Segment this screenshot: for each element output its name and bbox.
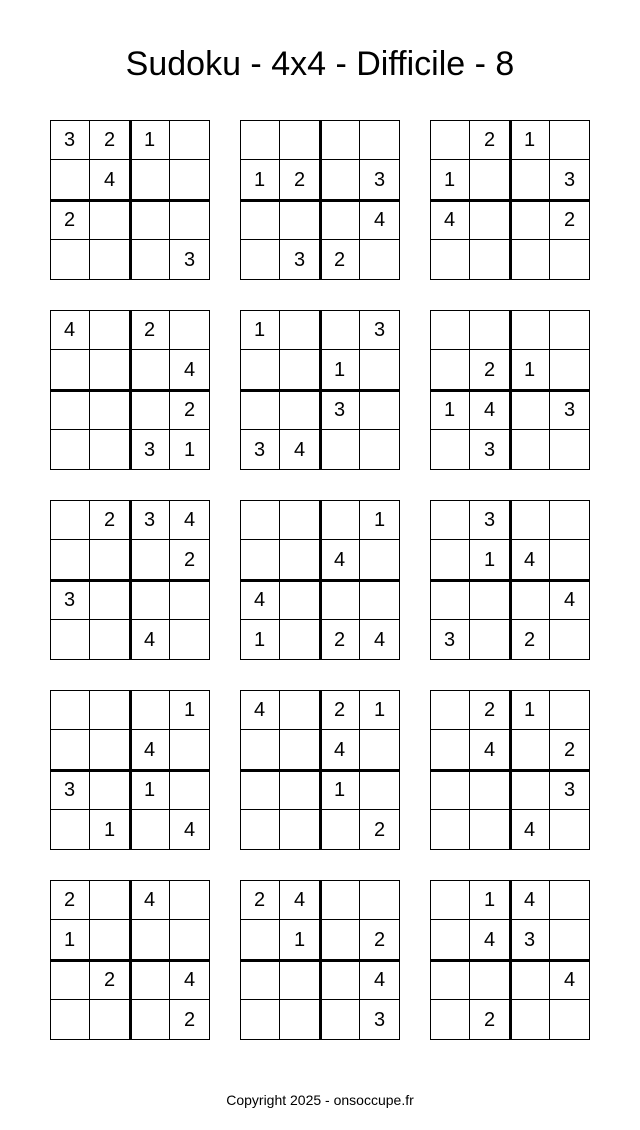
sudoku-cell	[240, 390, 280, 430]
sudoku-cell	[320, 1000, 360, 1040]
sudoku-cell	[470, 960, 510, 1000]
sudoku-cell: 2	[170, 390, 210, 430]
sudoku-cell: 2	[170, 1000, 210, 1040]
sudoku-cell: 2	[550, 200, 590, 240]
sudoku-cell	[360, 240, 400, 280]
sudoku-cell: 2	[550, 730, 590, 770]
sudoku-cell: 3	[130, 500, 170, 540]
sudoku-cell	[280, 810, 320, 850]
sudoku-cell: 1	[240, 310, 280, 350]
sudoku-cell: 3	[360, 310, 400, 350]
sudoku-cell	[470, 770, 510, 810]
sudoku-cell: 1	[170, 690, 210, 730]
sudoku-cell	[360, 580, 400, 620]
sudoku-cell	[170, 310, 210, 350]
sudoku-cell: 2	[50, 200, 90, 240]
sudoku-cell: 4	[320, 540, 360, 580]
sudoku-cell: 4	[50, 310, 90, 350]
box-divider-horizontal	[50, 959, 210, 962]
sudoku-cell	[320, 310, 360, 350]
sudoku-cell: 3	[510, 920, 550, 960]
sudoku-cell	[550, 690, 590, 730]
sudoku-cell: 2	[170, 540, 210, 580]
sudoku-cell	[430, 810, 470, 850]
sudoku-cell: 4	[170, 350, 210, 390]
sudoku-puzzle-12	[430, 690, 590, 850]
sudoku-cell	[90, 580, 130, 620]
sudoku-cell	[470, 200, 510, 240]
sudoku-cell	[430, 350, 470, 390]
sudoku-cell	[170, 160, 210, 200]
sudoku-cell	[170, 770, 210, 810]
sudoku-cell	[430, 120, 470, 160]
sudoku-cell: 3	[470, 500, 510, 540]
sudoku-cell: 1	[50, 920, 90, 960]
sudoku-cell	[280, 620, 320, 660]
sudoku-cell	[130, 690, 170, 730]
sudoku-cell	[320, 580, 360, 620]
sudoku-cell	[90, 430, 130, 470]
sudoku-cell: 3	[430, 620, 470, 660]
sudoku-cell	[320, 200, 360, 240]
sudoku-puzzle-9	[430, 500, 590, 660]
sudoku-cell: 4	[510, 540, 550, 580]
sudoku-cell: 3	[50, 120, 90, 160]
sudoku-cell	[50, 390, 90, 430]
sudoku-cell	[130, 240, 170, 280]
sudoku-cell	[240, 240, 280, 280]
sudoku-cell	[360, 430, 400, 470]
sudoku-puzzle-2	[240, 120, 400, 280]
sudoku-cell	[550, 240, 590, 280]
sudoku-cell	[430, 580, 470, 620]
sudoku-cell	[510, 160, 550, 200]
sudoku-cell	[90, 540, 130, 580]
sudoku-cell	[470, 310, 510, 350]
sudoku-cell: 1	[510, 690, 550, 730]
sudoku-cell	[320, 880, 360, 920]
sudoku-cell: 2	[320, 240, 360, 280]
sudoku-puzzle-11	[240, 690, 400, 850]
sudoku-cell	[90, 240, 130, 280]
sudoku-cell	[470, 240, 510, 280]
sudoku-cell	[280, 730, 320, 770]
sudoku-cell: 1	[90, 810, 130, 850]
sudoku-cell: 2	[90, 960, 130, 1000]
sudoku-cell	[50, 690, 90, 730]
sudoku-cell: 4	[130, 730, 170, 770]
sudoku-puzzle-7	[50, 500, 210, 660]
sudoku-cell	[510, 430, 550, 470]
sudoku-cell: 1	[320, 350, 360, 390]
sudoku-puzzle-4	[50, 310, 210, 470]
sudoku-cell	[50, 160, 90, 200]
sudoku-cell: 1	[430, 390, 470, 430]
sudoku-cell	[240, 730, 280, 770]
sudoku-cell	[90, 690, 130, 730]
sudoku-cell	[50, 620, 90, 660]
sudoku-puzzle-14	[240, 880, 400, 1040]
sudoku-cell: 4	[550, 580, 590, 620]
sudoku-cell: 4	[90, 160, 130, 200]
sudoku-cell	[430, 960, 470, 1000]
sudoku-cell	[280, 1000, 320, 1040]
sudoku-cell: 3	[130, 430, 170, 470]
sudoku-cell	[470, 620, 510, 660]
sudoku-cell	[320, 160, 360, 200]
sudoku-cell	[510, 310, 550, 350]
sudoku-cell: 4	[240, 580, 280, 620]
sudoku-puzzle-10	[50, 690, 210, 850]
sudoku-cell: 1	[130, 120, 170, 160]
sudoku-cell: 4	[320, 730, 360, 770]
sudoku-cell	[470, 580, 510, 620]
sudoku-cell	[430, 690, 470, 730]
sudoku-cell	[130, 540, 170, 580]
sudoku-puzzle-8	[240, 500, 400, 660]
sudoku-cell: 3	[550, 390, 590, 430]
sudoku-cell	[430, 500, 470, 540]
sudoku-cell	[510, 240, 550, 280]
sudoku-puzzle-6	[430, 310, 590, 470]
box-divider-horizontal	[240, 199, 400, 202]
sudoku-cell: 4	[510, 810, 550, 850]
sudoku-cell: 2	[470, 120, 510, 160]
sudoku-cell: 1	[130, 770, 170, 810]
sudoku-cell	[170, 620, 210, 660]
sudoku-cell	[50, 540, 90, 580]
sudoku-cell	[90, 770, 130, 810]
sudoku-cell	[280, 200, 320, 240]
sudoku-cell	[240, 120, 280, 160]
sudoku-cell: 3	[360, 160, 400, 200]
sudoku-cell: 1	[170, 430, 210, 470]
sudoku-cell	[510, 580, 550, 620]
sudoku-cell	[170, 880, 210, 920]
sudoku-cell	[360, 390, 400, 430]
sudoku-cell	[320, 500, 360, 540]
sudoku-cell	[90, 920, 130, 960]
sudoku-cell	[470, 160, 510, 200]
sudoku-cell	[550, 500, 590, 540]
sudoku-cell	[240, 500, 280, 540]
sudoku-cell: 2	[320, 620, 360, 660]
sudoku-cell	[510, 1000, 550, 1040]
sudoku-cell	[320, 920, 360, 960]
sudoku-cell: 4	[280, 880, 320, 920]
sudoku-cell	[50, 350, 90, 390]
sudoku-cell	[280, 120, 320, 160]
sudoku-cell: 1	[470, 540, 510, 580]
sudoku-cell	[90, 200, 130, 240]
sudoku-cell	[430, 730, 470, 770]
sudoku-cell	[360, 880, 400, 920]
sudoku-cell	[90, 620, 130, 660]
sudoku-puzzle-13	[50, 880, 210, 1040]
sudoku-puzzle-15	[430, 880, 590, 1040]
sudoku-puzzle-1	[50, 120, 210, 280]
sudoku-cell	[510, 500, 550, 540]
sudoku-cell	[90, 350, 130, 390]
sudoku-cell	[130, 920, 170, 960]
sudoku-cell	[170, 120, 210, 160]
sudoku-cell: 4	[170, 810, 210, 850]
sudoku-cell: 3	[50, 770, 90, 810]
sudoku-cell	[360, 770, 400, 810]
sudoku-cell: 4	[170, 960, 210, 1000]
sudoku-cell	[170, 580, 210, 620]
box-divider-horizontal	[50, 579, 210, 582]
sudoku-cell: 2	[130, 310, 170, 350]
sudoku-cell: 3	[280, 240, 320, 280]
sudoku-cell: 3	[170, 240, 210, 280]
sudoku-cell	[170, 200, 210, 240]
sudoku-cell	[90, 310, 130, 350]
sudoku-cell	[130, 810, 170, 850]
sudoku-cell	[240, 540, 280, 580]
sudoku-cell: 4	[470, 390, 510, 430]
sudoku-cell: 3	[360, 1000, 400, 1040]
sudoku-cell	[430, 770, 470, 810]
sudoku-cell: 1	[510, 120, 550, 160]
sudoku-cell	[550, 120, 590, 160]
box-divider-horizontal	[50, 199, 210, 202]
sudoku-cell	[90, 880, 130, 920]
sudoku-cell	[510, 770, 550, 810]
sudoku-cell: 2	[320, 690, 360, 730]
sudoku-cell: 1	[510, 350, 550, 390]
sudoku-cell: 2	[360, 810, 400, 850]
sudoku-cell	[50, 500, 90, 540]
sudoku-cell	[280, 770, 320, 810]
sudoku-cell: 3	[550, 770, 590, 810]
box-divider-horizontal	[240, 579, 400, 582]
sudoku-cell: 1	[430, 160, 470, 200]
sudoku-cell	[320, 960, 360, 1000]
sudoku-cell	[90, 1000, 130, 1040]
sudoku-cell	[360, 120, 400, 160]
box-divider-horizontal	[240, 959, 400, 962]
box-divider-horizontal	[50, 769, 210, 772]
sudoku-cell: 4	[240, 690, 280, 730]
sudoku-cell	[240, 960, 280, 1000]
box-divider-horizontal	[430, 579, 590, 582]
sudoku-cell: 4	[360, 960, 400, 1000]
sudoku-cell	[320, 810, 360, 850]
sudoku-puzzle-3	[430, 120, 590, 280]
sudoku-cell: 4	[360, 200, 400, 240]
sudoku-cell	[240, 200, 280, 240]
sudoku-cell	[280, 580, 320, 620]
sudoku-cell: 4	[130, 880, 170, 920]
sudoku-cell	[240, 1000, 280, 1040]
box-divider-horizontal	[430, 389, 590, 392]
sudoku-cell	[280, 500, 320, 540]
sudoku-cell	[50, 1000, 90, 1040]
sudoku-cell: 1	[470, 880, 510, 920]
sudoku-cell	[550, 880, 590, 920]
page-title: Sudoku - 4x4 - Difficile - 8	[125, 45, 515, 83]
sudoku-cell	[130, 200, 170, 240]
sudoku-cell	[130, 390, 170, 430]
sudoku-cell: 2	[360, 920, 400, 960]
sudoku-cell	[280, 690, 320, 730]
sudoku-cell	[320, 120, 360, 160]
sudoku-cell	[50, 730, 90, 770]
sudoku-cell	[280, 390, 320, 430]
sudoku-cell: 4	[430, 200, 470, 240]
sudoku-cell: 4	[360, 620, 400, 660]
box-divider-horizontal	[430, 959, 590, 962]
sudoku-cell	[50, 960, 90, 1000]
sudoku-cell: 3	[50, 580, 90, 620]
sudoku-cell: 1	[240, 620, 280, 660]
sudoku-cell: 2	[470, 690, 510, 730]
sudoku-cell	[510, 200, 550, 240]
sudoku-cell	[550, 810, 590, 850]
sudoku-cell	[90, 730, 130, 770]
sudoku-cell	[360, 730, 400, 770]
sudoku-cell	[550, 430, 590, 470]
sudoku-cell	[170, 920, 210, 960]
sudoku-cell	[550, 310, 590, 350]
sudoku-cell: 4	[470, 920, 510, 960]
sudoku-cell	[240, 810, 280, 850]
sudoku-cell: 1	[280, 920, 320, 960]
sudoku-cell	[240, 920, 280, 960]
sudoku-cell	[320, 430, 360, 470]
sudoku-cell: 4	[280, 430, 320, 470]
sudoku-cell	[510, 960, 550, 1000]
sudoku-cell	[280, 960, 320, 1000]
sudoku-cell: 2	[470, 1000, 510, 1040]
sudoku-cell: 2	[510, 620, 550, 660]
sudoku-cell	[550, 540, 590, 580]
sudoku-cell	[510, 730, 550, 770]
sudoku-cell	[550, 1000, 590, 1040]
box-divider-horizontal	[240, 389, 400, 392]
copyright-footer: Copyright 2025 - onsoccupe.fr	[226, 1092, 414, 1108]
sudoku-cell: 2	[280, 160, 320, 200]
sudoku-cell	[240, 770, 280, 810]
sudoku-cell: 3	[550, 160, 590, 200]
sudoku-cell: 1	[360, 500, 400, 540]
sudoku-cell: 3	[470, 430, 510, 470]
sudoku-cell: 2	[90, 120, 130, 160]
sudoku-cell	[280, 350, 320, 390]
sudoku-cell: 4	[130, 620, 170, 660]
sudoku-cell	[170, 730, 210, 770]
sudoku-cell	[430, 880, 470, 920]
sudoku-cell	[360, 540, 400, 580]
sudoku-cell	[510, 390, 550, 430]
sudoku-cell	[430, 240, 470, 280]
box-divider-horizontal	[430, 199, 590, 202]
sudoku-cell	[280, 540, 320, 580]
sudoku-cell	[430, 540, 470, 580]
sudoku-cell: 2	[50, 880, 90, 920]
sudoku-cell	[90, 390, 130, 430]
box-divider-horizontal	[240, 769, 400, 772]
sudoku-cell	[430, 1000, 470, 1040]
sudoku-cell: 4	[470, 730, 510, 770]
sudoku-cell	[550, 620, 590, 660]
sudoku-cell: 2	[470, 350, 510, 390]
sudoku-cell: 4	[170, 500, 210, 540]
sudoku-cell: 4	[510, 880, 550, 920]
sudoku-cell: 2	[90, 500, 130, 540]
sudoku-cell: 1	[320, 770, 360, 810]
sudoku-cell: 3	[240, 430, 280, 470]
sudoku-cell	[470, 810, 510, 850]
sudoku-cell	[550, 920, 590, 960]
sudoku-cell	[430, 310, 470, 350]
sudoku-cell: 1	[240, 160, 280, 200]
sudoku-cell: 3	[320, 390, 360, 430]
sudoku-cell	[360, 350, 400, 390]
sudoku-cell	[240, 350, 280, 390]
sudoku-cell: 1	[360, 690, 400, 730]
sudoku-cell	[50, 430, 90, 470]
sudoku-cell	[50, 240, 90, 280]
sudoku-cell	[130, 350, 170, 390]
sudoku-cell	[430, 430, 470, 470]
sudoku-cell	[130, 960, 170, 1000]
sudoku-cell: 2	[240, 880, 280, 920]
sudoku-cell	[130, 160, 170, 200]
sudoku-cell	[430, 920, 470, 960]
sudoku-cell	[50, 810, 90, 850]
box-divider-horizontal	[50, 389, 210, 392]
sudoku-cell	[130, 580, 170, 620]
sudoku-cell	[130, 1000, 170, 1040]
box-divider-horizontal	[430, 769, 590, 772]
sudoku-cell: 4	[550, 960, 590, 1000]
sudoku-puzzle-5	[240, 310, 400, 470]
sudoku-cell	[280, 310, 320, 350]
sudoku-cell	[550, 350, 590, 390]
